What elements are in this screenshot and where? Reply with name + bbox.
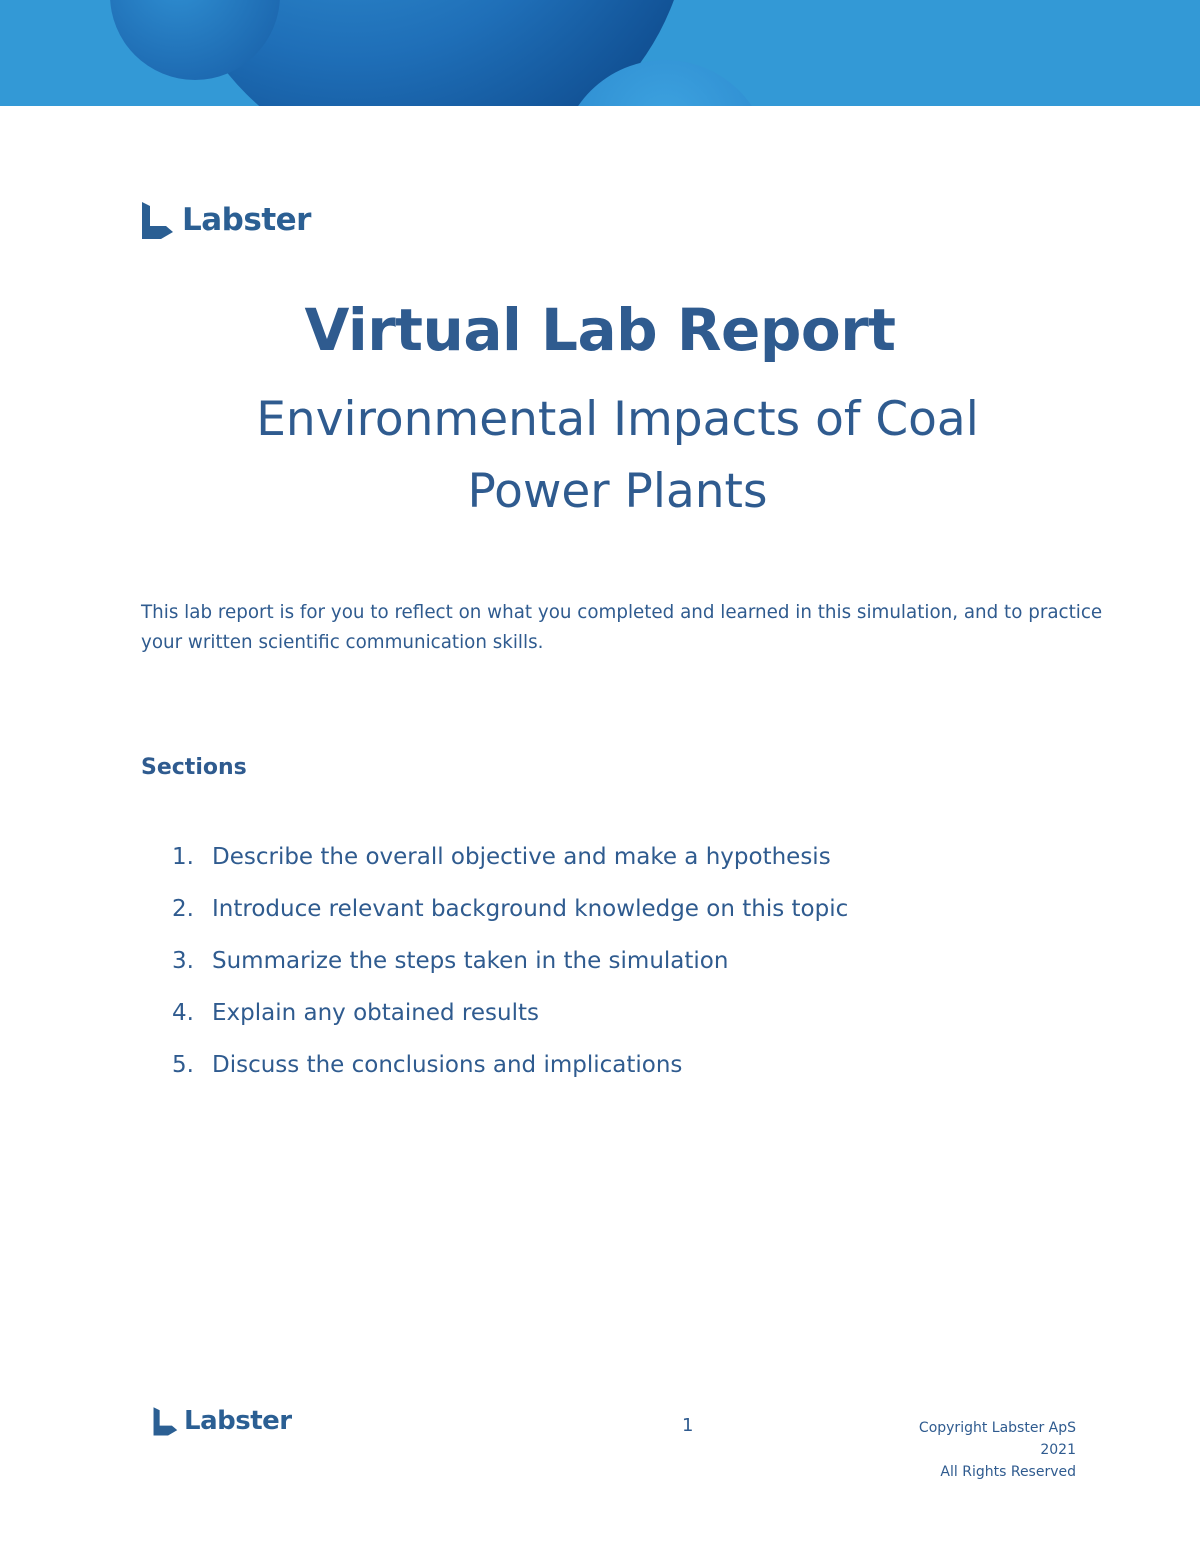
list-item-number: 1. — [172, 844, 194, 870]
labster-logo-icon — [140, 200, 174, 240]
list-item-text: Discuss the conclusions and implications — [212, 1052, 683, 1078]
logo-text: Labster — [182, 202, 311, 238]
copyright-year: 2021 — [1040, 1442, 1076, 1458]
list-item — [172, 942, 848, 994]
list-item-number: 2. — [172, 896, 194, 922]
decorative-bubbles — [0, 0, 1200, 106]
page-subtitle: Environmental Impacts of Coal Power Plants — [256, 392, 979, 519]
list-item — [172, 1046, 848, 1098]
list-item-number: 4. — [172, 1000, 194, 1026]
copyright-notice — [870, 1417, 1076, 1483]
labster-logo-icon — [152, 1405, 178, 1437]
footer-logo-text: Labster — [184, 1406, 292, 1436]
list-item-number: 5. — [172, 1052, 194, 1078]
list-item — [172, 890, 848, 942]
footer-labster-logo — [152, 1405, 292, 1437]
sections-list — [172, 838, 848, 1098]
labster-logo — [140, 200, 311, 240]
copyright-line: Copyright Labster ApS — [918, 1420, 1076, 1436]
header-banner — [0, 0, 1200, 106]
list-item-text: Describe the overall objective and make a hypothesis — [212, 844, 831, 870]
list-item-text: Introduce relevant background knowledge on this topic — [212, 896, 849, 922]
list-item — [172, 838, 848, 890]
list-item — [172, 994, 848, 1046]
page-number: 1 — [682, 1415, 694, 1436]
list-item-text: Summarize the steps taken in the simulation — [212, 948, 729, 974]
page-title: Virtual Lab Report — [304, 296, 896, 364]
list-item-text: Explain any obtained results — [212, 1000, 539, 1026]
list-item-number: 3. — [172, 948, 194, 974]
rights-reserved: All Rights Reserved — [940, 1464, 1076, 1480]
sections-heading: Sections — [141, 755, 247, 780]
intro-paragraph: This lab report is for you to reflect on what you completed and learned in this simulation, and to practice your written scientific communication skills. — [141, 602, 1103, 653]
